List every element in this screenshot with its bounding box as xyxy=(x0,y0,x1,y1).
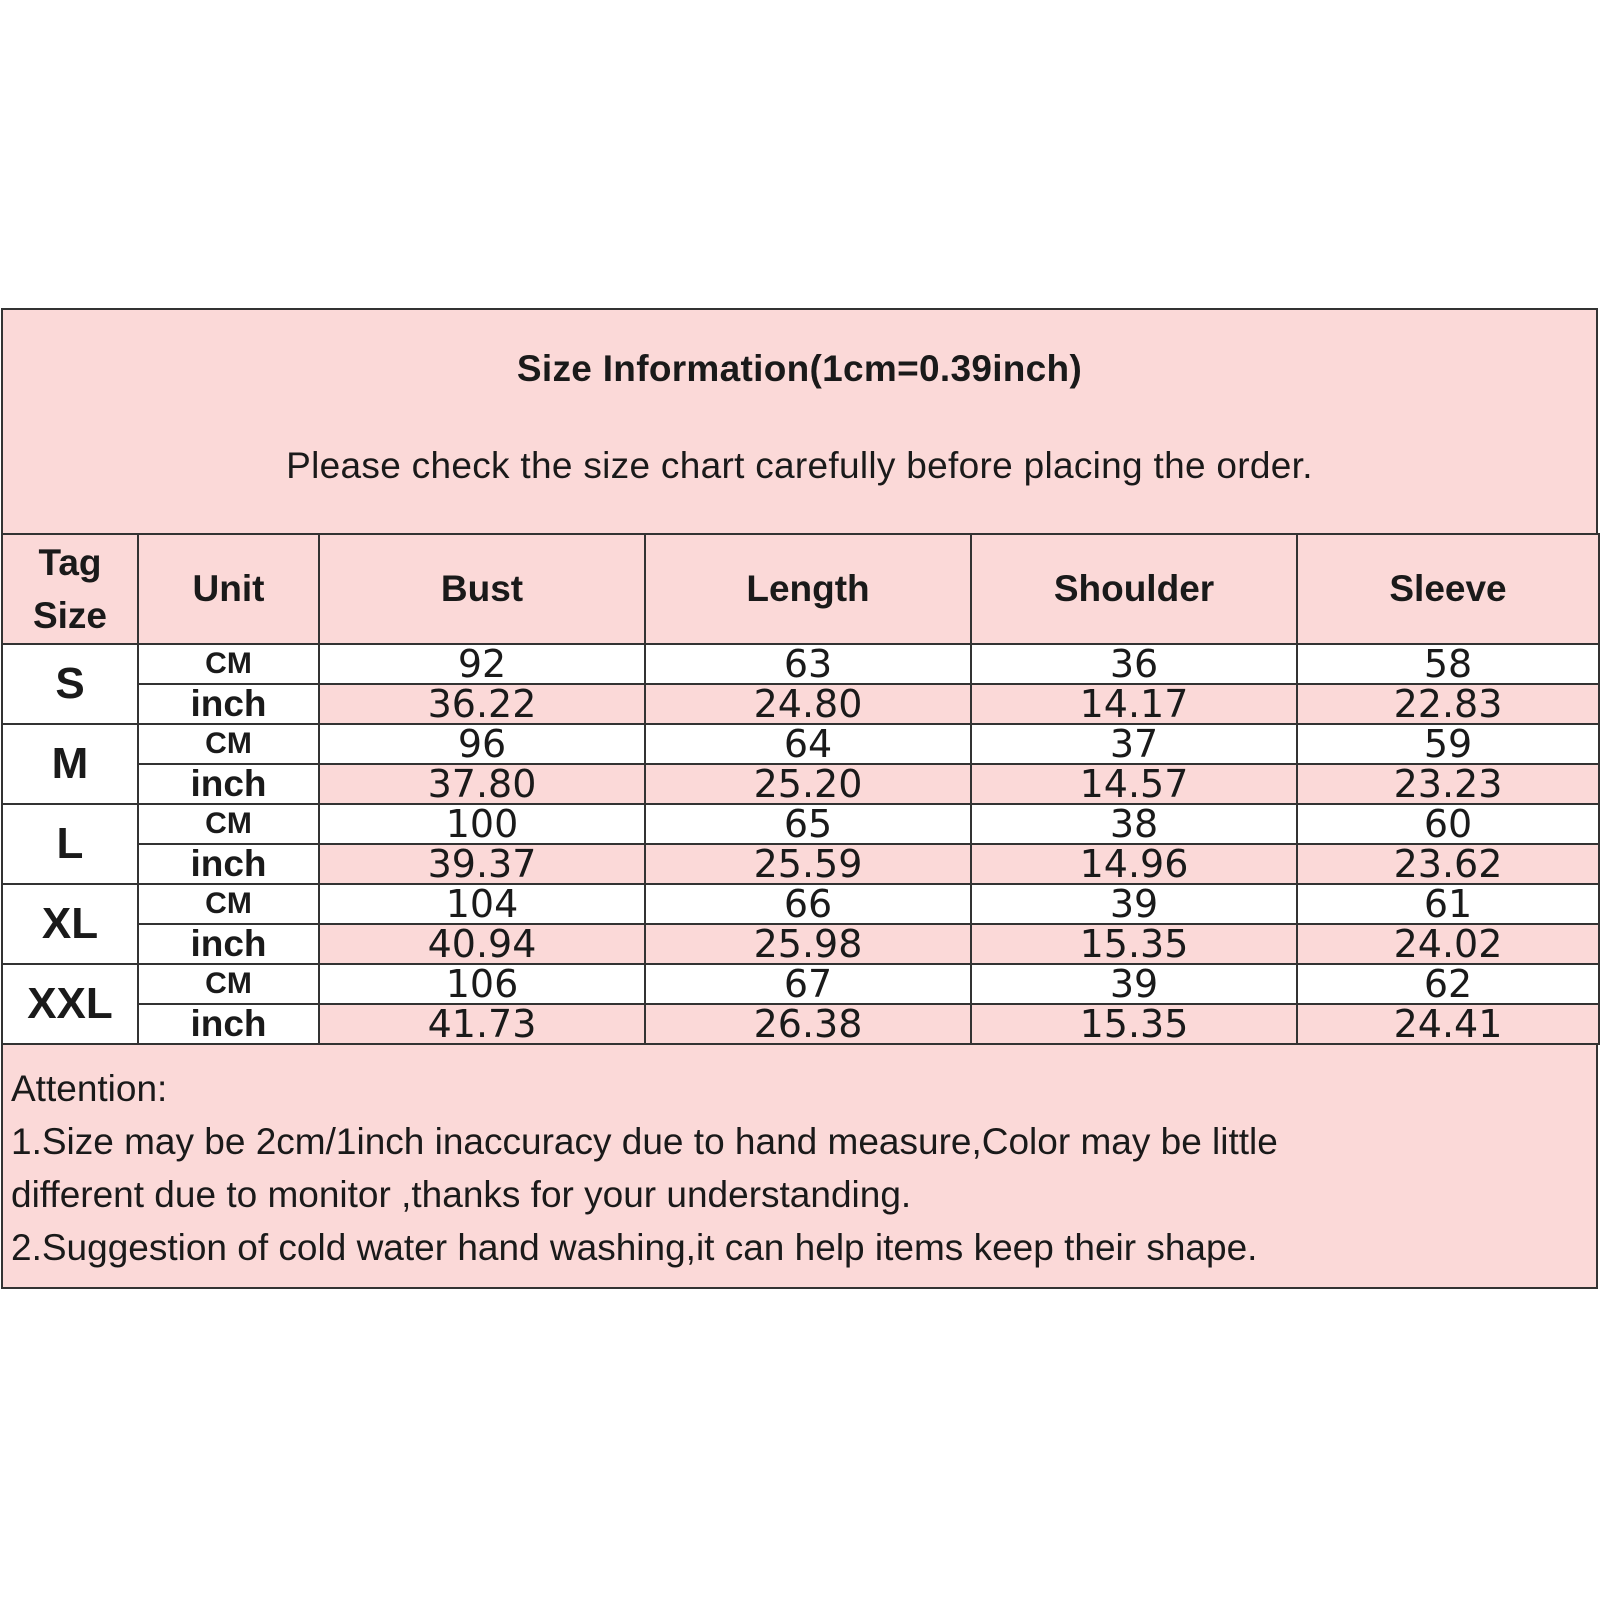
shoulder-value: 38 xyxy=(971,804,1297,844)
table-row xyxy=(2,1004,1599,1044)
unit-cell: inch xyxy=(138,684,319,724)
sleeve-value: 24.02 xyxy=(1297,924,1599,964)
unit-cell: CM xyxy=(138,884,319,924)
table-row xyxy=(2,644,1599,684)
bust-value: 39.37 xyxy=(319,844,645,884)
unit-cell: inch xyxy=(138,1004,319,1044)
length-value: 67 xyxy=(645,964,971,1004)
header-tag-size xyxy=(2,534,138,644)
sleeve-value: 23.62 xyxy=(1297,844,1599,884)
table-row xyxy=(2,684,1599,724)
bust-value: 100 xyxy=(319,804,645,844)
sleeve-value: 23.23 xyxy=(1297,764,1599,804)
length-value: 24.80 xyxy=(645,684,971,724)
table-row xyxy=(2,804,1599,844)
length-value: 25.98 xyxy=(645,924,971,964)
unit-cell: CM xyxy=(138,804,319,844)
header-shoulder: Shoulder xyxy=(971,534,1297,644)
shoulder-value: 14.57 xyxy=(971,764,1297,804)
unit-cell: inch xyxy=(138,924,319,964)
shoulder-value: 15.35 xyxy=(971,924,1297,964)
length-value: 25.20 xyxy=(645,764,971,804)
shoulder-value: 36 xyxy=(971,644,1297,684)
length-value: 66 xyxy=(645,884,971,924)
attention-note-1-line-2: different due to monitor ,thanks for your understanding. xyxy=(11,1174,912,1215)
bust-value: 36.22 xyxy=(319,684,645,724)
attention-note-2: 2.Suggestion of cold water hand washing,it can help items keep their shape. xyxy=(11,1227,1258,1268)
table-row xyxy=(2,964,1599,1004)
length-value: 26.38 xyxy=(645,1004,971,1044)
header-row xyxy=(2,534,1599,644)
unit-cell: CM xyxy=(138,724,319,764)
header-bust: Bust xyxy=(319,534,645,644)
attention-heading: Attention: xyxy=(11,1068,168,1109)
bust-value: 37.80 xyxy=(319,764,645,804)
bust-value: 41.73 xyxy=(319,1004,645,1044)
shoulder-value: 14.17 xyxy=(971,684,1297,724)
header-sleeve: Sleeve xyxy=(1297,534,1599,644)
unit-cell: inch xyxy=(138,844,319,884)
shoulder-value: 15.35 xyxy=(971,1004,1297,1044)
length-value: 25.59 xyxy=(645,844,971,884)
shoulder-value: 14.96 xyxy=(971,844,1297,884)
tag-size-cell: XL xyxy=(2,884,138,964)
attention-notes xyxy=(11,1062,1586,1274)
header-length: Length xyxy=(645,534,971,644)
sleeve-value: 58 xyxy=(1297,644,1599,684)
unit-cell: inch xyxy=(138,764,319,804)
length-value: 64 xyxy=(645,724,971,764)
shoulder-value: 37 xyxy=(971,724,1297,764)
chart-header xyxy=(3,310,1596,535)
sleeve-value: 59 xyxy=(1297,724,1599,764)
header-tag-line2: Size xyxy=(32,595,108,636)
size-chart xyxy=(1,308,1598,1289)
bust-value: 96 xyxy=(319,724,645,764)
tag-size-cell: L xyxy=(2,804,138,884)
sleeve-value: 24.41 xyxy=(1297,1004,1599,1044)
table-row xyxy=(2,884,1599,924)
table-row xyxy=(2,844,1599,884)
table-row xyxy=(2,724,1599,764)
bust-value: 104 xyxy=(319,884,645,924)
header-tag-line1: Tag xyxy=(38,542,102,583)
table-row xyxy=(2,764,1599,804)
length-value: 63 xyxy=(645,644,971,684)
bust-value: 40.94 xyxy=(319,924,645,964)
header-unit: Unit xyxy=(138,534,319,644)
bust-value: 106 xyxy=(319,964,645,1004)
bust-value: 92 xyxy=(319,644,645,684)
chart-title: Size Information(1cm=0.39inch) xyxy=(516,348,1083,389)
shoulder-value: 39 xyxy=(971,964,1297,1004)
attention-note-1-line-1: 1.Size may be 2cm/1inch inaccuracy due to hand measure,Color may be little xyxy=(11,1121,1278,1162)
sleeve-value: 60 xyxy=(1297,804,1599,844)
tag-size-cell: S xyxy=(2,644,138,724)
tag-size-cell: XXL xyxy=(2,964,138,1044)
tag-size-cell: M xyxy=(2,724,138,804)
shoulder-value: 39 xyxy=(971,884,1297,924)
unit-cell: CM xyxy=(138,964,319,1004)
sleeve-value: 22.83 xyxy=(1297,684,1599,724)
size-table xyxy=(1,533,1600,1045)
table-row xyxy=(2,924,1599,964)
chart-subtitle: Please check the size chart carefully before placing the order. xyxy=(286,445,1313,486)
sleeve-value: 62 xyxy=(1297,964,1599,1004)
unit-cell: CM xyxy=(138,644,319,684)
length-value: 65 xyxy=(645,804,971,844)
sleeve-value: 61 xyxy=(1297,884,1599,924)
